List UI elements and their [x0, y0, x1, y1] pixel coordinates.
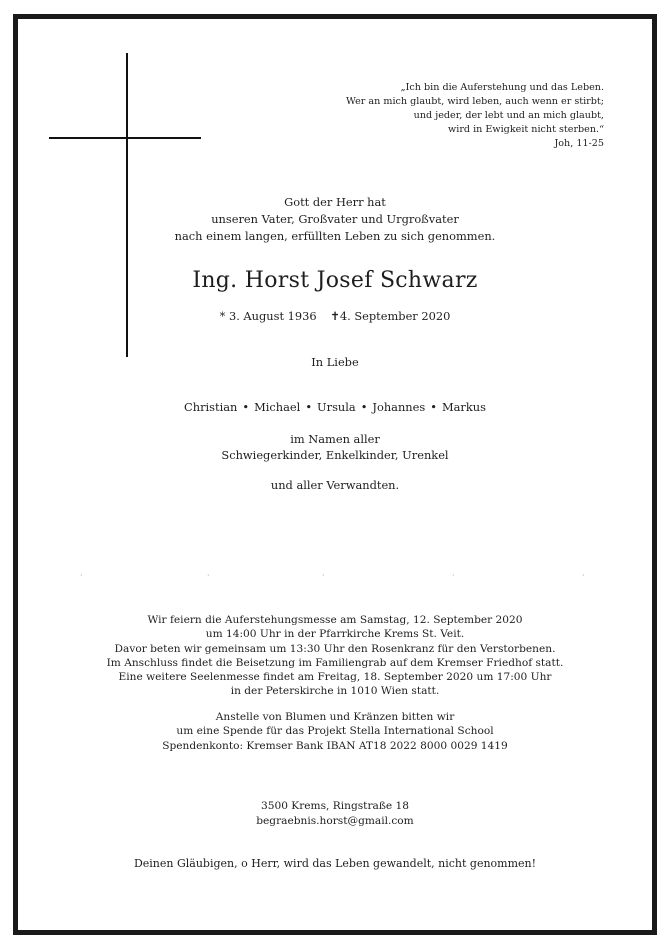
service-line: Davor beten wir gemeinsam um 13:30 Uhr den Rosenkranz für den Verstorbenen.: [114, 642, 556, 655]
deceased-name: Ing. Horst Josef Schwarz: [192, 268, 478, 293]
closing-verse: Deinen Gläubigen, o Herr, wird das Leben gewandelt, nicht genommen!: [133, 857, 537, 870]
service-line: um 14:00 Uhr in der Pfarrkirche Krems St. Veit.: [205, 628, 465, 641]
intro-line: unseren Vater, Großvater und Urgroßvater: [211, 212, 459, 226]
service-line: Eine weitere Seelenmesse findet am Freitag, 18. September 2020 um 17:00 Uhr: [118, 671, 552, 684]
death-date: 4. September 2020: [339, 309, 451, 323]
service-line: Im Anschluss findet die Beisetzung im Familiengrab auf dem Kremser Friedhof statt.: [106, 656, 564, 669]
donation-request: [0, 710, 670, 753]
child-name: Ursula: [317, 400, 356, 414]
service-line: in der Peterskirche in 1010 Wien statt.: [230, 685, 440, 698]
birth-date: * 3. August 1936: [219, 309, 317, 323]
service-details: [0, 613, 670, 699]
life-dates: [0, 309, 670, 323]
cross-horizontal-bar: [49, 137, 201, 139]
faint-dot: ·: [582, 571, 585, 580]
intro-line: nach einem langen, erfüllten Leben zu sich genommen.: [174, 229, 496, 243]
quote-line: Wer an mich glaubt, wird leben, auch wenn er stirbt;: [346, 96, 604, 107]
donation-line: Anstelle von Blumen und Kränzen bitten wir: [215, 711, 455, 723]
in-love-text: In Liebe: [311, 355, 359, 369]
contact-email: begraebnis.horst@gmail.com: [256, 814, 414, 827]
faint-dot: ·: [80, 571, 83, 580]
family-text: [0, 431, 670, 463]
family-line: Schwiegerkinder, Enkelkinder, Urenkel: [221, 448, 449, 462]
separator-dot: •: [305, 400, 313, 414]
separator-dot: •: [360, 400, 368, 414]
quote-line: wird in Ewigkeit nicht sterben.“: [448, 124, 604, 135]
relatives-text: und aller Verwandten.: [270, 478, 400, 492]
faint-dot: ·: [207, 571, 210, 580]
bible-quote: [304, 81, 604, 151]
children-names: [0, 400, 670, 414]
service-line: Wir feiern die Auferstehungsmesse am Samstag, 12. September 2020: [147, 614, 523, 626]
faint-dot: ·: [322, 571, 325, 580]
contact-address: 3500 Krems, Ringstraße 18: [260, 800, 410, 812]
page-frame: [13, 14, 657, 935]
separator-dot: •: [242, 400, 250, 414]
quote-line: und jeder, der lebt und an mich glaubt,: [413, 110, 604, 121]
child-name: Michael: [254, 400, 301, 414]
donation-line: um eine Spende für das Projekt Stella International School: [176, 725, 494, 738]
intro-text: [0, 194, 670, 245]
separator-dot: •: [430, 400, 437, 414]
contact-block: [0, 799, 670, 828]
donation-account: Spendenkonto: Kremser Bank IBAN AT18 2022 8000 0029 1419: [162, 739, 508, 752]
quote-reference: Joh, 11-25: [554, 138, 604, 149]
child-name: Markus: [441, 400, 486, 414]
child-name: Johannes: [372, 400, 426, 414]
quote-line: „Ich bin die Auferstehung und das Leben.: [400, 82, 604, 93]
faint-dot: ·: [452, 571, 455, 580]
child-name: Christian: [184, 400, 238, 414]
intro-line: Gott der Herr hat: [284, 195, 386, 209]
cross-icon: ✝: [330, 309, 340, 323]
family-line: im Namen aller: [290, 432, 380, 446]
